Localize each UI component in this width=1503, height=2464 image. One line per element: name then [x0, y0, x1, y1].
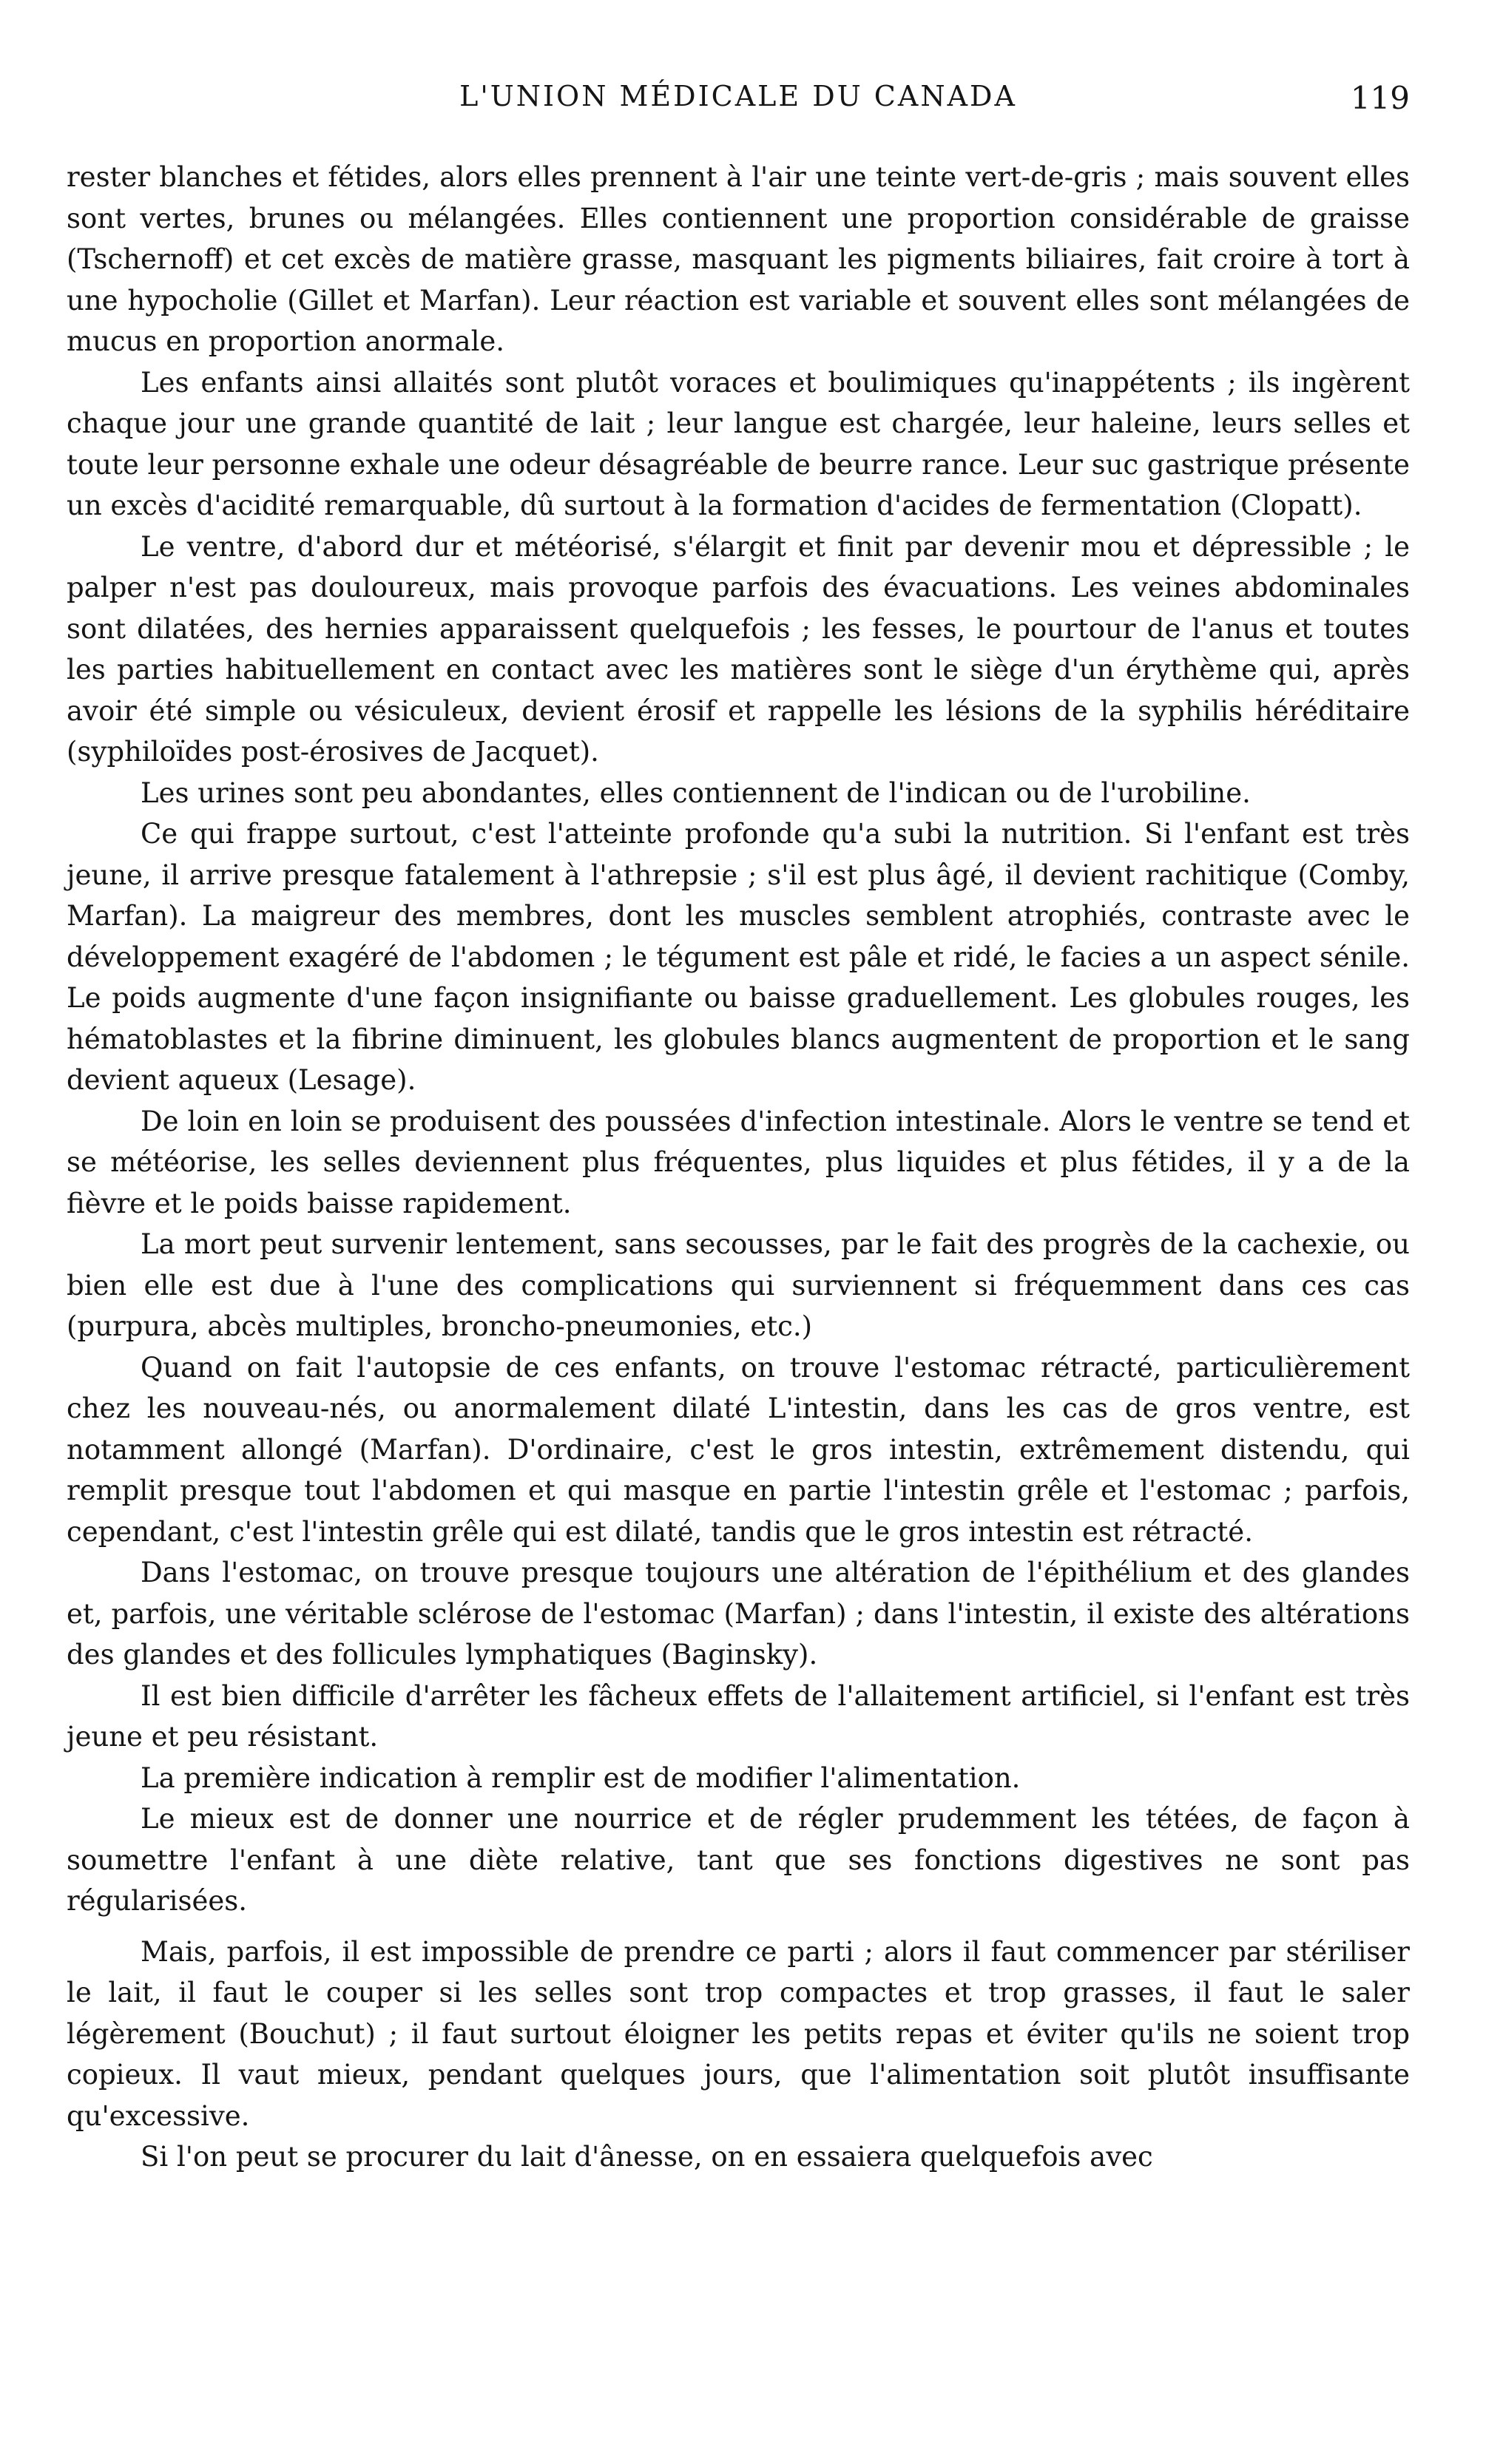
paragraph: rester blanches et fétides, alors elles prennent à l'air une teinte vert-de-gris ; mais souvent elles sont vertes, brunes ou mélangées. Elles contiennent une proportion considérable de graisse (Tschernoff) et cet excès de matière grasse, masquant les pigments biliaires, fait croire à tort à une hypocholie (Gillet et Marfan). Leur réaction est variable et souvent elles sont mélangées de mucus en proportion anormale.	[67, 161, 1410, 357]
paragraph: Les enfants ainsi allaités sont plutôt voraces et boulimiques qu'inappétents ; ils ingèrent chaque jour une grande quantité de lait ; leur langue est chargée, leur haleine, leurs selles et toute leur personne exhale une odeur désagréable de beurre rance. Leur suc gastrique présente un excès d'acidité remarquable, dû surtout à la formation d'acides de fermentation (Clopatt).	[67, 366, 1410, 521]
paragraph: Ce qui frappe surtout, c'est l'atteinte profonde qu'a subi la nutrition. Si l'enfant est très jeune, il arrive presque fatalement à l'athrepsie ; s'il est plus âgé, il devient rachitique (Comby, Marfan). La maigreur des membres, dont les muscles semblent atrophiés, contraste avec le développement exagéré de l'abdomen ; le tégument est pâle et ridé, le facies a un aspect sénile. Le poids augmente d'une façon insignifiante ou baisse graduellement. Les globules rouges, les hématoblastes et la fibrine diminuent, les globules blancs augmentent de proportion et le sang devient aqueux (Lesage).	[67, 818, 1410, 1096]
paragraph: La première indication à remplir est de modifier l'alimentation.	[141, 1761, 1021, 1794]
page-header	[67, 80, 1410, 124]
page-number: 119	[1350, 80, 1410, 116]
paragraph: Le ventre, d'abord dur et météorisé, s'élargit et finit par devenir mou et dépressible ; le palper n'est pas douloureux, mais provoque parfois des évacuations. Les veines abdominales sont dilatées, des hernies apparaissent quelquefois ; les fesses, le pourtour de l'anus et toutes les parties habituellement en contact avec les matières sont le siège d'un érythème qui, après avoir été simple ou vésiculeux, devient érosif et rappelle les lésions de la syphilis héréditaire (syphiloïdes post-érosives de Jacquet).	[67, 530, 1410, 768]
paragraph: Il est bien difficile d'arrêter les fâcheux effets de l'allaitement artificiel, si l'enfant est très jeune et peu résistant.	[67, 1679, 1410, 1753]
paragraph: Les urines sont peu abondantes, elles contiennent de l'indican ou de l'urobiline.	[141, 776, 1251, 809]
paragraph: Mais, parfois, il est impossible de prendre ce parti ; alors il faut commencer par stériliser le lait, il faut le couper si les selles sont trop compactes et trop grasses, il faut le saler légèrement (Bouchut) ; il faut surtout éloigner les petits repas et éviter qu'ils ne soient trop copieux. Il vaut mieux, pendant quelques jours, que l'alimentation soit plutôt insuffisante qu'excessive.	[67, 1935, 1410, 2132]
paragraph: Dans l'estomac, on trouve presque toujours une altération de l'épithélium et des glandes et, parfois, une véritable sclérose de l'estomac (Marfan) ; dans l'intestin, il existe des altérations des glandes et des follicules lymphatiques (Baginsky).	[67, 1557, 1410, 1671]
paragraph: La mort peut survenir lentement, sans secousses, par le fait des progrès de la cachexie, ou bien elle est due à l'une des complications qui surviennent si fréquemment dans ces cas (purpura, abcès multiples, broncho-pneumonies, etc.)	[67, 1228, 1410, 1342]
paragraph: Si l'on peut se procurer du lait d'ânesse, on en essaiera quelquefois avec	[141, 2141, 1153, 2173]
paragraph: De loin en loin se produisent des poussées d'infection intestinale. Alors le ventre se tend et se météorise, les selles deviennent plus fréquentes, plus liquides et plus fétides, il y a de la fièvre et le poids baisse rapidement.	[67, 1105, 1410, 1219]
body-text	[67, 157, 1410, 2178]
paragraph: Quand on fait l'autopsie de ces enfants, on trouve l'estomac rétracté, particulièrement chez les nouveau-nés, ou anormalement dilaté L'intestin, dans les cas de gros ventre, est notamment allongé (Marfan). D'ordinaire, c'est le gros intestin, extrêmement distendu, qui remplit presque tout l'abdomen et qui masque en partie l'intestin grêle et l'estomac ; parfois, cependant, c'est l'intestin grêle qui est dilaté, tandis que le gros intestin est rétracté.	[67, 1351, 1410, 1548]
paragraph: Le mieux est de donner une nourrice et de régler prudemment les tétées, de façon à soumettre l'enfant à une diète relative, tant que ses fonctions digestives ne sont pas régularisées.	[67, 1803, 1410, 1917]
running-title: L'UNION MÉDICALE DU CANADA	[459, 80, 1017, 112]
